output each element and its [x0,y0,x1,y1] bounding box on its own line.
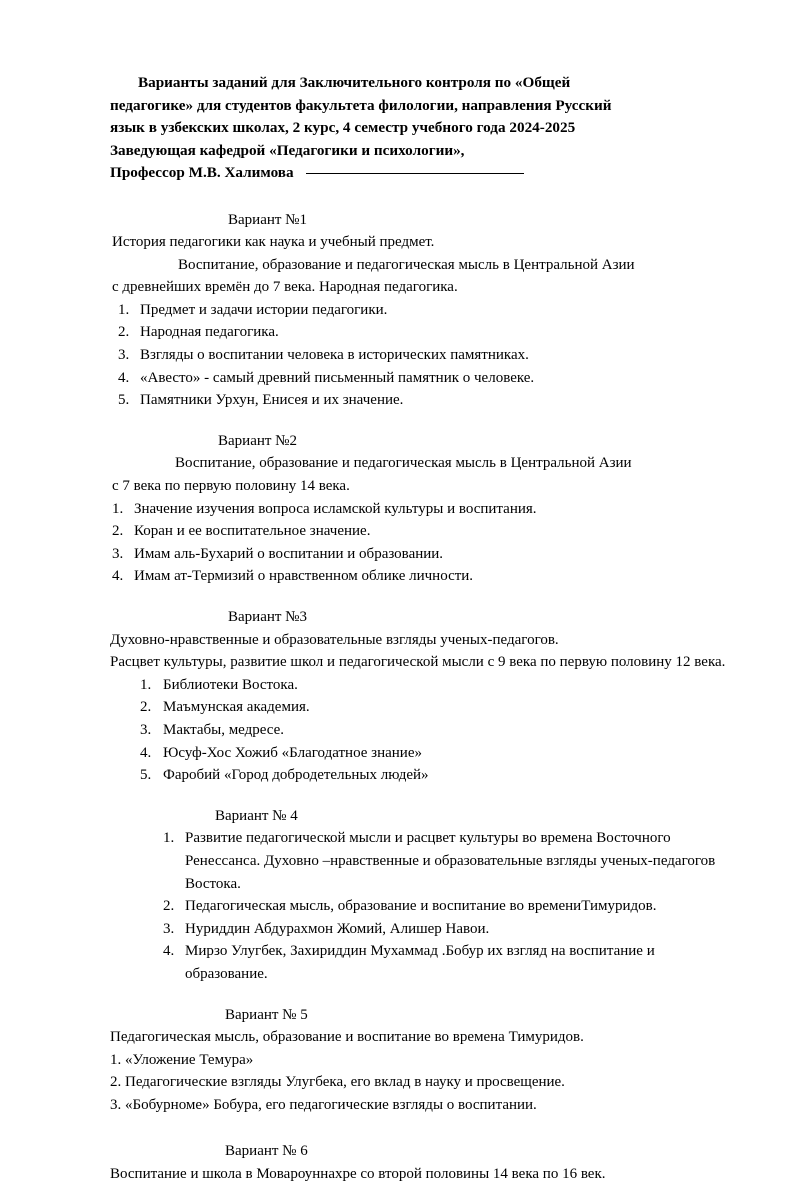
list-item-text: Нуриддин Абдурахмон Жомий, Алишер Навои. [185,920,490,937]
list-item-text: Имам ат-Термизий о нравственном облике личности. [134,568,474,585]
list-item-text: Педагогическая мысль, образование и воспитание во времениТимуридов. [185,898,657,915]
list-item-text: Развитие педагогической мысли и расцвет культуры во времена Восточного Ренессанса. Духовно –нравственные и образовательные взгляды ученых-педагогов Востока. [185,830,716,892]
list-item [0,543,800,566]
list-item-text: «Авесто» - самый древний письменный памятник о человеке. [140,369,535,386]
variant-3-title: Вариант №3 [228,609,307,625]
list-marker: 4. [118,369,130,386]
variant-2-title: Вариант №2 [218,432,297,449]
variant-block-4 [0,805,800,986]
variant-3-paragraph-2: Расцвет культуры, развитие школ и педагогической мысли с 9 века по первую половину 12 века. [110,654,726,671]
list-marker: 4. [112,568,124,585]
list-marker: 5. [118,392,130,409]
list-item-text: Народная педагогика. [140,324,279,341]
list-item-text: Предмет и задачи истории педагогики. [140,301,388,318]
list-item-text: Юсуф-Хос Хожиб «Благодатное знание» [163,744,422,761]
list-marker: 2. [112,523,124,540]
list-item [0,367,800,390]
variant-6-paragraph-1: Воспитание и школа в Мовароуннахре со второй половины 14 века по 16 век. [110,1166,606,1183]
variant-block-5 [0,1004,800,1117]
list-item: 3. «Бобурноме» Бобура, его педагогические взгляды о воспитании. [110,1096,537,1113]
variant-5-title: Вариант № 5 [225,1006,308,1023]
document-header [0,0,800,185]
spacer-after-variant-4 [0,986,800,1004]
header-line-2: педагогике» для студентов факультета филологии, направления Русский [110,96,612,114]
spacer-after-variant-5 [0,1116,800,1140]
variant-5-list [0,1049,800,1117]
list-item: 1. «Уложение Темура» [110,1051,254,1068]
list-item [0,719,800,742]
list-item-text: Библиотеки Востока. [163,676,298,693]
list-marker: 3. [118,347,130,364]
list-item-text: Фаробий «Город добродетельных людей» [163,767,429,784]
spacer-after-header [0,185,800,209]
spacer-after-variant-2 [0,588,800,606]
list-marker: 5. [140,767,152,784]
list-item [0,827,800,895]
list-item [0,321,800,344]
list-item [0,389,800,412]
list-marker: 4. [140,744,152,761]
list-item [0,565,800,588]
variant-block-3 [0,606,800,787]
variant-block-6 [0,1140,800,1185]
spacer-after-variant-1 [0,412,800,430]
list-marker: 3. [140,721,152,738]
list-marker: 1. [163,830,175,847]
list-marker: 4. [163,943,175,960]
list-marker: 1. [118,301,130,318]
list-marker: 3. [112,545,124,562]
header-professor-name: Профессор М.В. Халимова [110,164,294,181]
list-item [0,696,800,719]
variant-4-list [0,827,800,985]
header-line-4: Заведующая кафедрой «Педагогики и психологии», [110,141,465,159]
variant-6-title: Вариант № 6 [225,1143,308,1160]
list-marker: 1. [112,500,124,517]
spacer-after-variant-3 [0,787,800,805]
list-item-text: Взгляды о воспитании человека в исторических памятниках. [140,347,529,364]
header-line-1 [110,72,722,95]
header-line-5 [110,162,722,185]
header-line-3: язык в узбекских школах, 2 курс, 4 семестр учебного года 2024-2025 [110,119,576,136]
list-marker: 3. [163,920,175,937]
list-item [0,742,800,765]
list-item [0,299,800,322]
list-item [0,674,800,697]
list-item [0,895,800,918]
list-item-text: Коран и ее воспитательное значение. [134,523,371,540]
variant-2-paragraph-1: Воспитание, образование и педагогическая мысль в Центральной Азии [175,455,632,472]
list-marker: 2. [118,324,130,341]
list-item-text: Мирзо Улугбек, Захириддин Мухаммад .Бобур их взгляд на воспитание и образование. [185,943,655,982]
variant-5-paragraph-1: Педагогическая мысль, образование и воспитание во времена Тимуридов. [110,1029,584,1046]
variant-4-title: Вариант № 4 [215,807,298,824]
list-item [0,918,800,941]
variant-2-paragraph-2: с 7 века по первую половину 14 века. [112,478,350,495]
list-item [0,764,800,787]
list-item-text: Значение изучения вопроса исламской культуры и воспитания. [134,500,537,517]
list-item [0,940,800,985]
variant-1-title: Вариант №1 [228,211,307,228]
list-marker: 1. [140,676,152,693]
list-item [0,498,800,521]
variant-1-paragraph-3: с древнейших времён до 7 века. Народная педагогика. [112,279,458,296]
list-marker: 2. [140,699,152,716]
variant-1-paragraph-1: История педагогики как наука и учебный предмет. [112,234,435,251]
list-item-text: Имам аль-Бухарий о воспитании и образовании. [134,545,444,562]
variant-2-list [0,498,800,588]
list-item-text: Памятники Урхун, Енисея и их значение. [140,392,404,409]
list-item: 2. Педагогические взгляды Улугбека, его вклад в науку и просвещение. [110,1074,565,1091]
list-marker: 2. [163,898,175,915]
list-item [0,344,800,367]
variant-1-list [0,299,800,412]
header-line-1-text: Варианты заданий для Заключительного контроля по «Общей [138,74,571,91]
variant-3-paragraph-1: Духовно-нравственные и образовательные взгляды ученых-педагогов. [110,631,559,648]
signature-line [306,173,524,174]
list-item-text: Мактабы, медресе. [163,721,285,738]
list-item-text: Маъмунская академия. [163,699,310,716]
variant-block-2 [0,430,800,588]
list-item [0,520,800,543]
variant-block-1 [0,209,800,412]
variant-1-paragraph-2: Воспитание, образование и педагогическая мысль в Центральной Азии [178,256,635,273]
variant-3-list [0,674,800,787]
